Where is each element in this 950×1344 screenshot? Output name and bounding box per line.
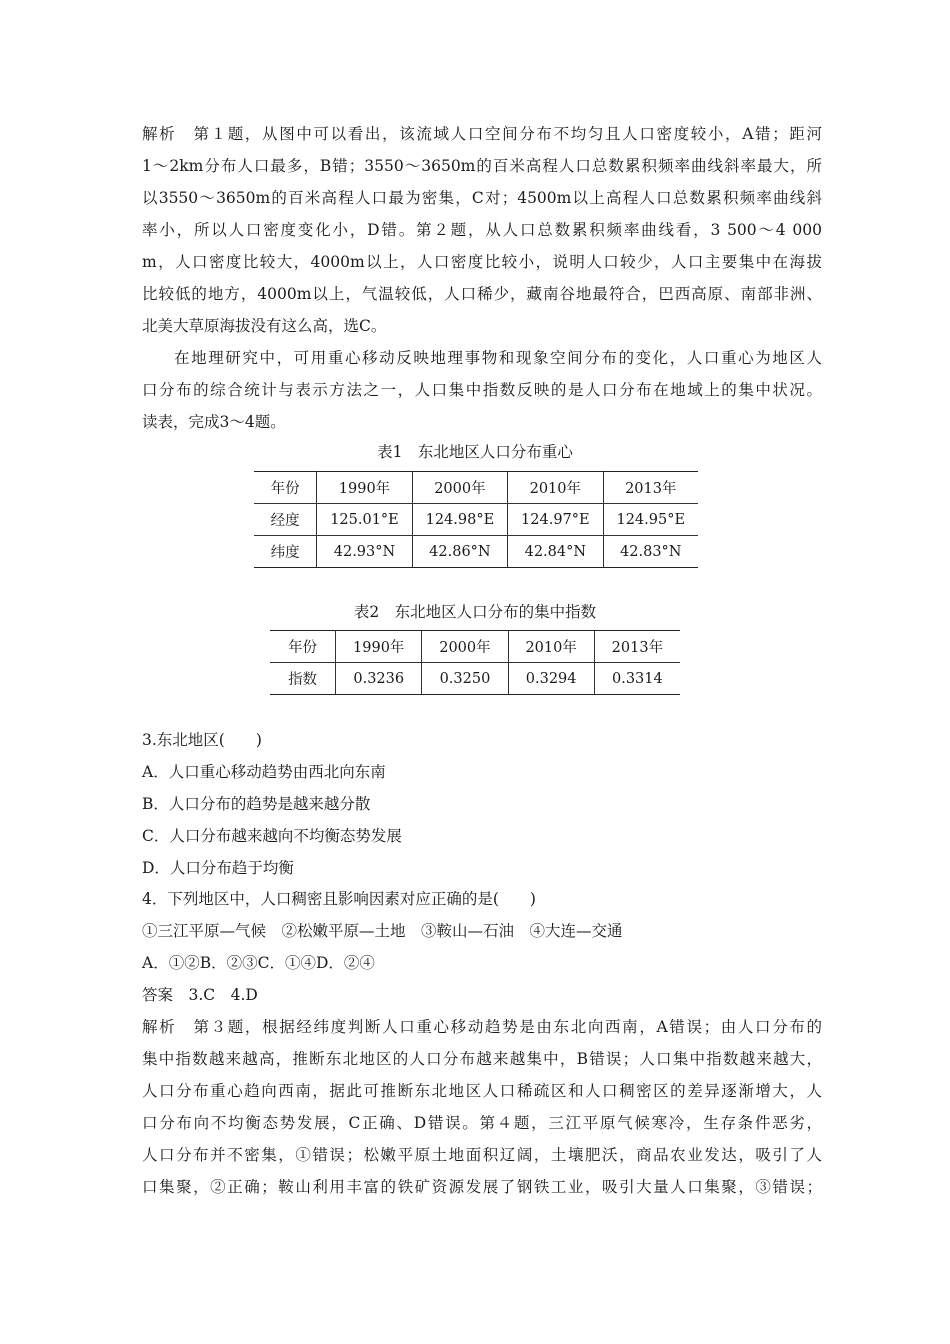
table-2 (270, 630, 680, 695)
table-cell: 125.01°E (317, 504, 412, 536)
table-row (270, 663, 680, 695)
analysis-2-line: 口集聚，②正确；鞍山利用丰富的铁矿资源发展了钢铁工业，吸引大量人口集聚，③错误； (142, 1178, 822, 1196)
table-1 (254, 471, 698, 568)
table-header-cell: 2010年 (508, 631, 594, 663)
table-header-cell: 2013年 (594, 631, 680, 663)
analysis-1-line: m，人口密度比较大，4000m以上，人口密度比较小，说明人口较少，人口主要集中在海拔 (142, 253, 822, 271)
table-header-cell: 1990年 (317, 472, 412, 504)
analysis-2-line: 解析 第３题，根据经纬度判断人口重心移动趋势是由东北向西南，A错误；由人口分布的 (142, 1018, 822, 1036)
table-cell: 纬度 (254, 536, 317, 568)
answer: 答案 3.C 4.D (142, 986, 258, 1004)
table-header-cell: 2000年 (412, 472, 507, 504)
table-cell: 42.84°N (508, 536, 603, 568)
table-cell: 42.83°N (603, 536, 698, 568)
question-3-stem: 3.东北地区( ) (142, 731, 262, 749)
table-cell: 0.3314 (594, 663, 680, 695)
table-2-caption: 表2 东北地区人口分布的集中指数 (353, 603, 597, 621)
table-cell: 42.93°N (317, 536, 412, 568)
table-cell: 0.3236 (336, 663, 422, 695)
intro-line: 在地理研究中，可用重心移动反映地理事物和现象空间分布的变化，人口重心为地区人 (174, 349, 822, 367)
table-1-caption: 表1 东北地区人口分布重心 (377, 443, 573, 461)
intro-line: 口分布的综合统计与表示方法之一，人口集中指数反映的是人口分布在地域上的集中状况。 (142, 381, 822, 399)
analysis-1-line: 解析 第１题，从图中可以看出，该流域人口空间分布不均匀且人口密度较小，A错；距河 (142, 125, 822, 143)
question-option: A．①②B．②③C．①④D．②④ (142, 954, 375, 972)
analysis-1-line: 率小，所以人口密度变化小，D错。第２题，从人口总数累积频率曲线看，3 500～4 000 (142, 221, 822, 239)
table-header-cell: 年份 (270, 631, 336, 663)
question-option: B．人口分布的趋势是越来越分散 (142, 795, 371, 813)
table-header-cell: 年份 (254, 472, 317, 504)
table-header-cell: 2010年 (508, 472, 603, 504)
table-cell: 42.86°N (412, 536, 507, 568)
table-cell: 124.97°E (508, 504, 603, 536)
table-cell: 124.95°E (603, 504, 698, 536)
analysis-1-line: 北美大草原海拔没有这么高，选C。 (142, 317, 387, 335)
table-cell: 经度 (254, 504, 317, 536)
question-option: D．人口分布趋于均衡 (142, 859, 294, 877)
analysis-1-line: 以3550～3650m的百米高程人口最为密集，C对；4500m以上高程人口总数累积频率曲线斜 (142, 189, 822, 207)
table-header-cell: 2013年 (603, 472, 698, 504)
table-header-cell: 2000年 (422, 631, 508, 663)
table-row (254, 504, 698, 536)
question-option: A．人口重心移动趋势由西北向东南 (142, 763, 386, 781)
question-4-items: ①三江平原—气候 ②松嫩平原—土地 ③鞍山—石油 ④大连—交通 (142, 922, 623, 940)
table-cell: 124.98°E (412, 504, 507, 536)
table-cell: 指数 (270, 663, 336, 695)
table-cell: 0.3294 (508, 663, 594, 695)
question-4-stem: 4．下列地区中，人口稠密且影响因素对应正确的是( ) (142, 890, 536, 908)
table-header-row (270, 631, 680, 663)
analysis-2-line: 人口分布并不密集，①错误；松嫩平原土地面积辽阔，土壤肥沃，商品农业发达，吸引了人 (142, 1146, 822, 1164)
question-option: C．人口分布越来越向不均衡态势发展 (142, 827, 402, 845)
analysis-2-line: 人口分布重心趋向西南，据此可推断东北地区人口稀疏区和人口稠密区的差异逐渐增大，人 (142, 1082, 822, 1100)
analysis-2-line: 口分布向不均衡态势发展，C正确、D错误。第４题，三江平原气候寒冷，生存条件恶劣， (142, 1114, 822, 1132)
table-header-cell: 1990年 (336, 631, 422, 663)
table-cell: 0.3250 (422, 663, 508, 695)
table-header-row (254, 472, 698, 504)
analysis-1-line: 比较低的地方，4000m以上，气温较低，人口稀少，藏南谷地最符合，巴西高原、南部非洲、 (142, 285, 822, 303)
analysis-2-line: 集中指数越来越高，推断东北地区的人口分布越来越集中，B错误；人口集中指数越来越大， (142, 1050, 822, 1068)
analysis-1-line: 1～2km分布人口最多，B错；3550～3650m的百米高程人口总数累积频率曲线斜率最大，所 (142, 157, 822, 175)
table-row (254, 536, 698, 568)
intro-line: 读表，完成3～4题。 (142, 413, 286, 431)
